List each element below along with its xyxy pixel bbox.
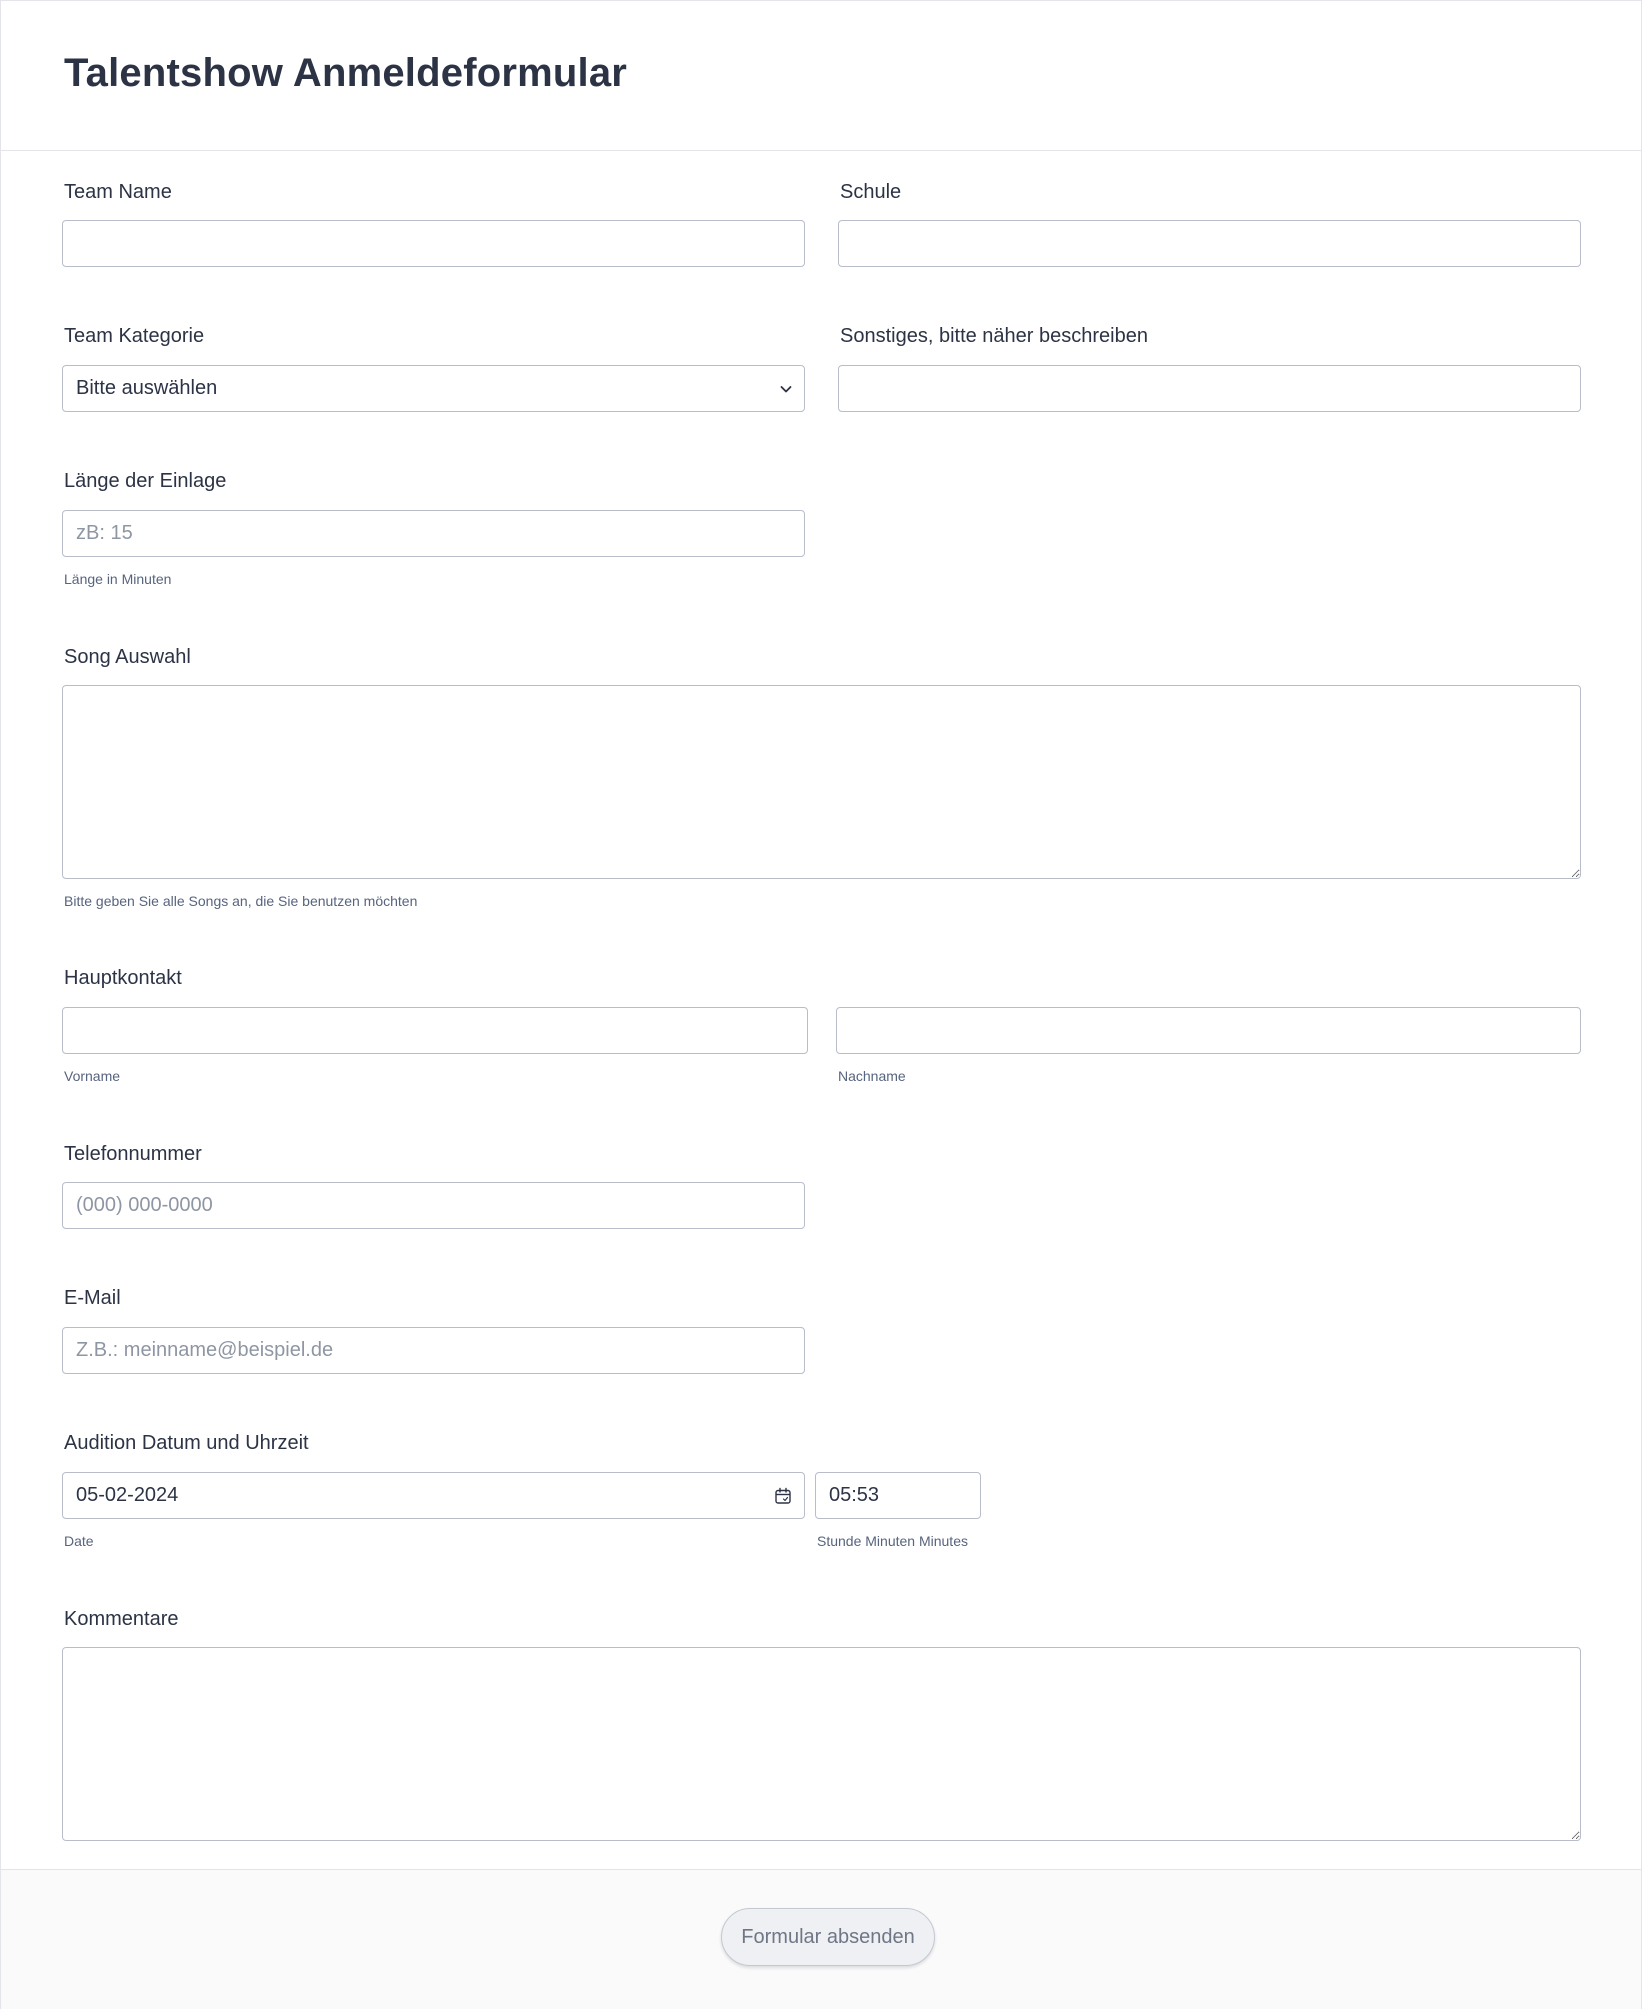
team-kategorie-selected: Bitte auswählen: [76, 377, 218, 399]
schule-input[interactable]: [838, 220, 1581, 267]
telefon-label: Telefonnummer: [64, 1143, 202, 1165]
laenge-label: Länge der Einlage: [64, 470, 227, 492]
song-auswahl-sublabel: Bitte geben Sie alle Songs an, die Sie benutzen möchten: [64, 893, 418, 909]
sonstiges-input[interactable]: [838, 365, 1581, 412]
form-footer: [1, 1869, 1641, 2009]
song-auswahl-textarea[interactable]: [62, 685, 1581, 879]
team-name-label: Team Name: [64, 181, 172, 203]
vorname-input[interactable]: [62, 1007, 808, 1054]
kommentare-textarea[interactable]: [62, 1647, 1581, 1841]
audition-date-input[interactable]: [62, 1472, 805, 1519]
audition-label: Audition Datum und Uhrzeit: [64, 1432, 309, 1454]
submit-button[interactable]: Formular absenden: [721, 1908, 935, 1966]
team-kategorie-select[interactable]: [62, 365, 805, 412]
form-title: Talentshow Anmeldeformular: [64, 51, 628, 95]
form-header: [1, 1, 1641, 151]
laenge-sublabel: Länge in Minuten: [64, 571, 172, 587]
chevron-down-icon: [778, 381, 794, 397]
song-auswahl-label: Song Auswahl: [64, 646, 191, 668]
nachname-input[interactable]: [836, 1007, 1581, 1054]
calendar-icon[interactable]: [774, 1487, 792, 1505]
audition-time-value: 05:53: [829, 1484, 880, 1506]
sonstiges-label: Sonstiges, bitte näher beschreiben: [840, 325, 1148, 347]
audition-time-sublabel: Stunde Minuten Minutes: [817, 1533, 968, 1549]
email-label: E-Mail: [64, 1287, 121, 1309]
audition-date-value: 05-02-2024: [76, 1484, 179, 1506]
audition-date-sublabel: Date: [64, 1533, 94, 1549]
nachname-sublabel: Nachname: [838, 1068, 906, 1084]
kommentare-label: Kommentare: [64, 1608, 179, 1630]
hauptkontakt-label: Hauptkontakt: [64, 967, 182, 989]
email-input[interactable]: [62, 1327, 805, 1374]
schule-label: Schule: [840, 181, 902, 203]
kommentare-wrapper: [62, 1647, 1581, 1841]
vorname-sublabel: Vorname: [64, 1068, 121, 1084]
team-kategorie-label: Team Kategorie: [64, 325, 205, 347]
audition-time-input[interactable]: [815, 1472, 981, 1519]
team-name-input[interactable]: [62, 220, 805, 267]
telefon-input[interactable]: [62, 1182, 805, 1229]
laenge-input[interactable]: [62, 510, 805, 557]
song-auswahl-wrapper: [62, 685, 1581, 879]
